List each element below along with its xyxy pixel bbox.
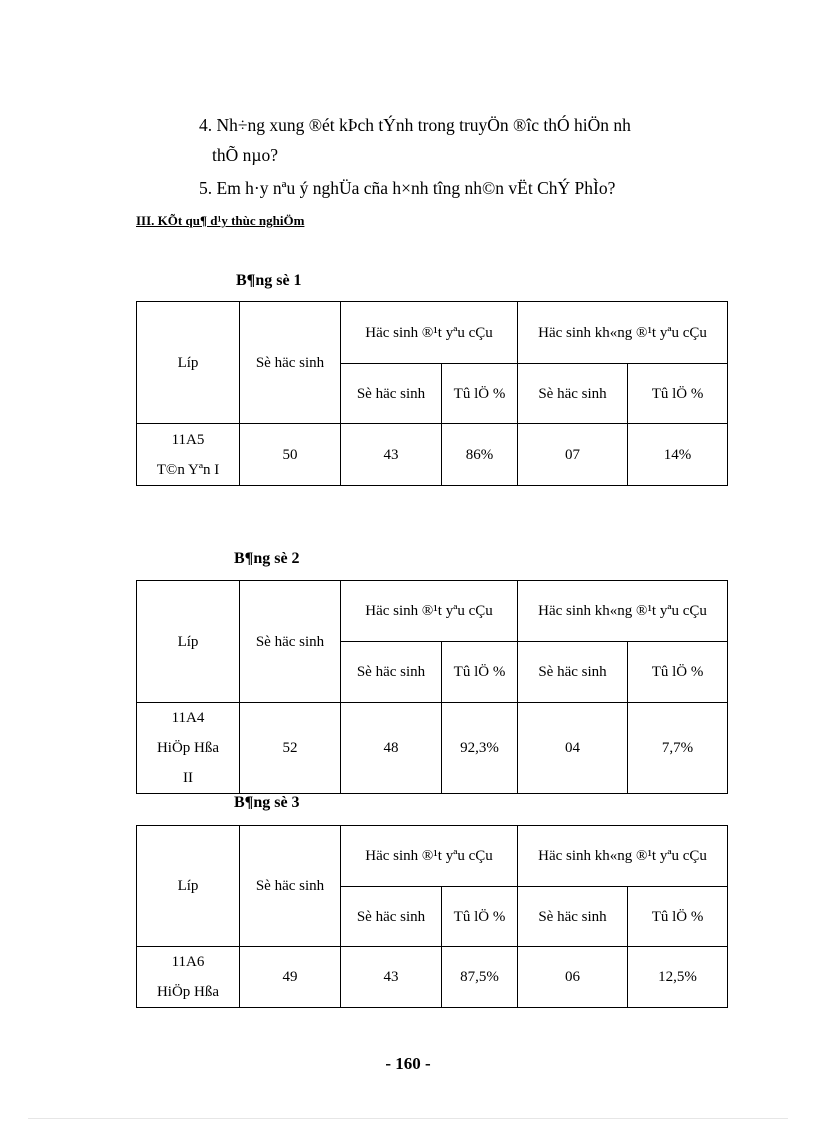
cell-meet-rate: 92,3% bbox=[442, 703, 518, 794]
header-meet-rate: Tû lÖ % bbox=[442, 364, 518, 424]
header-meet-count: Sè häc sinh bbox=[341, 364, 442, 424]
school-name: T©n Yªn I bbox=[156, 461, 220, 478]
header-fail-count: Sè häc sinh bbox=[518, 642, 628, 703]
header-class: Líp bbox=[137, 302, 240, 424]
table-2-caption: B¶ng sè 2 bbox=[234, 550, 300, 567]
results-table-3 bbox=[136, 825, 728, 1008]
cell-meet-count: 48 bbox=[341, 703, 442, 794]
header-class: Líp bbox=[137, 826, 240, 947]
cell-num-students: 50 bbox=[240, 424, 341, 486]
table-row bbox=[137, 424, 728, 486]
header-class: Líp bbox=[137, 581, 240, 703]
header-fail-rate: Tû lÖ % bbox=[628, 364, 728, 424]
question-5: 5. Em h·y nªu ý nghÜa cña h×nh tîng nh©n vËt ChÝ PhÌo? bbox=[199, 178, 616, 198]
cell-fail-count: 07 bbox=[518, 424, 628, 486]
cell-fail-count: 06 bbox=[518, 947, 628, 1008]
header-meet-rate: Tû lÖ % bbox=[442, 887, 518, 947]
school-name: HiÖp Hßa bbox=[156, 740, 220, 756]
cell-meet-rate: 87,5% bbox=[442, 947, 518, 1008]
question-4-line-1: 4. Nh÷ng xung ®ét kÞch tÝnh trong truyÖn ®îc thÓ hiÖn nh bbox=[199, 115, 631, 135]
cell-fail-rate: 12,5% bbox=[628, 947, 728, 1008]
section-heading: III. KÕt qu¶ d¹y thùc nghiÖm bbox=[136, 213, 305, 228]
header-num-students: Sè häc sinh bbox=[240, 581, 341, 703]
table-row bbox=[137, 947, 728, 1008]
class-code: 11A4 bbox=[171, 710, 205, 726]
header-fail-group: Häc sinh kh«ng ®¹t yªu cÇu bbox=[518, 302, 728, 364]
class-code: 11A6 bbox=[171, 954, 205, 970]
cell-num-students: 52 bbox=[240, 703, 341, 794]
class-code: 11A5 bbox=[171, 431, 205, 448]
header-meet-count: Sè häc sinh bbox=[341, 642, 442, 703]
cell-meet-count: 43 bbox=[341, 947, 442, 1008]
question-4-line-2: thÕ nµo? bbox=[212, 145, 278, 165]
header-fail-rate: Tû lÖ % bbox=[628, 887, 728, 947]
page-bottom-divider bbox=[28, 1118, 788, 1119]
header-meet-group: Häc sinh ®¹t yªu cÇu bbox=[341, 826, 518, 887]
header-meet-group: Häc sinh ®¹t yªu cÇu bbox=[341, 581, 518, 642]
results-table-1 bbox=[136, 301, 728, 486]
header-fail-count: Sè häc sinh bbox=[518, 364, 628, 424]
table-row bbox=[137, 703, 728, 794]
cell-class bbox=[137, 947, 240, 1008]
header-meet-rate: Tû lÖ % bbox=[442, 642, 518, 703]
results-table-2 bbox=[136, 580, 728, 794]
header-fail-count: Sè häc sinh bbox=[518, 887, 628, 947]
cell-class bbox=[137, 703, 240, 794]
cell-fail-rate: 7,7% bbox=[628, 703, 728, 794]
page-number: - 160 - bbox=[385, 1054, 431, 1073]
header-meet-group: Häc sinh ®¹t yªu cÇu bbox=[341, 302, 518, 364]
school-number: II bbox=[183, 770, 193, 786]
school-name: HiÖp Hßa bbox=[156, 984, 220, 1000]
table-3-caption: B¶ng sè 3 bbox=[234, 794, 300, 811]
header-fail-group: Häc sinh kh«ng ®¹t yªu cÇu bbox=[518, 826, 728, 887]
header-meet-count: Sè häc sinh bbox=[341, 887, 442, 947]
cell-class bbox=[137, 424, 240, 486]
table-1-caption: B¶ng sè 1 bbox=[236, 272, 302, 289]
cell-fail-count: 04 bbox=[518, 703, 628, 794]
cell-fail-rate: 14% bbox=[628, 424, 728, 486]
header-fail-group: Häc sinh kh«ng ®¹t yªu cÇu bbox=[518, 581, 728, 642]
header-num-students: Sè häc sinh bbox=[240, 302, 341, 424]
cell-num-students: 49 bbox=[240, 947, 341, 1008]
cell-meet-count: 43 bbox=[341, 424, 442, 486]
header-num-students: Sè häc sinh bbox=[240, 826, 341, 947]
cell-meet-rate: 86% bbox=[442, 424, 518, 486]
header-fail-rate: Tû lÖ % bbox=[628, 642, 728, 703]
